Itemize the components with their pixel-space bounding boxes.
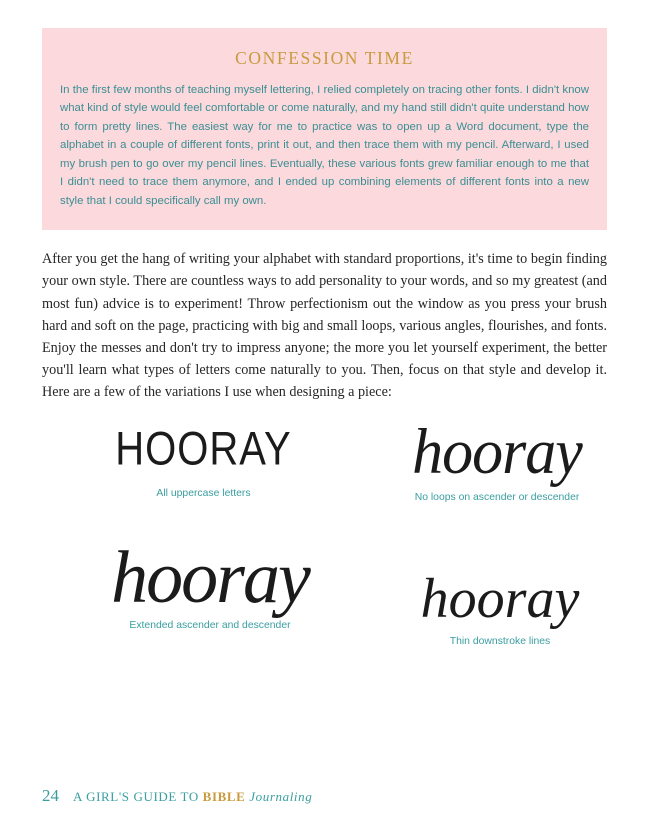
sample-caption: No loops on ascender or descender bbox=[414, 492, 580, 504]
confession-callout bbox=[42, 28, 607, 230]
sample-thin-downstroke bbox=[360, 568, 640, 648]
sample-caption: Thin downstroke lines bbox=[449, 636, 551, 648]
sample-word: hooray bbox=[111, 537, 309, 620]
footer-title-bible: BIBLE bbox=[202, 789, 246, 804]
page-footer bbox=[42, 786, 607, 806]
confession-body: In the first few months of teaching myself lettering, I relied completely on tracing other fonts. I didn't know what kind of style would feel comfortable or come naturally, and my hand still didn't quite understand how to form pretty lines. The easiest way for me to practice was to open up a Word document, type the alphabet in a couple of different fonts, print it out, and then trace them with my pencil. Afterward, I used my brush pen to go over my pencil lines. Eventually, these various fonts grew familiar enough to me that I didn't need to trace them anymore, and I ended up combining elements of different fonts into a new style that I could specifically call my own. bbox=[60, 84, 589, 207]
document-page bbox=[0, 28, 649, 828]
footer-title-journaling: Journaling bbox=[245, 789, 313, 804]
footer-title-part1: A GIRL'S GUIDE TO bbox=[73, 789, 203, 804]
sample-uppercase bbox=[86, 423, 321, 500]
page-number: 24 bbox=[42, 786, 59, 805]
sample-extended-ascender bbox=[70, 537, 350, 632]
confession-title: CONFESSION TIME bbox=[235, 48, 414, 68]
sample-no-loops bbox=[347, 416, 647, 504]
sample-word: hooray bbox=[420, 568, 580, 631]
sample-word: HOORAY bbox=[115, 423, 292, 476]
footer-book-title bbox=[73, 789, 312, 805]
sample-caption: All uppercase letters bbox=[156, 488, 251, 500]
lettering-samples bbox=[42, 416, 607, 741]
main-paragraph: After you get the hang of writing your alphabet with standard proportions, it's time to begin finding your own style. There are countless ways to add personality to your words, and so my greatest (and most fun) advice is to experiment! Throw perfectionism out the window as you press your brush hard and soft on the page, practicing with big and small loops, various angles, flourishes, and fonts. Enjoy the messes and don't try to impress anyone; the more you let yourself experiment, the better you'll learn what types of letters come naturally to you. Then, focus on that style and develop it. Here are a few of the variations I use when designing a piece: bbox=[42, 251, 607, 401]
sample-word: hooray bbox=[412, 416, 582, 489]
sample-caption: Extended ascender and descender bbox=[129, 620, 291, 632]
